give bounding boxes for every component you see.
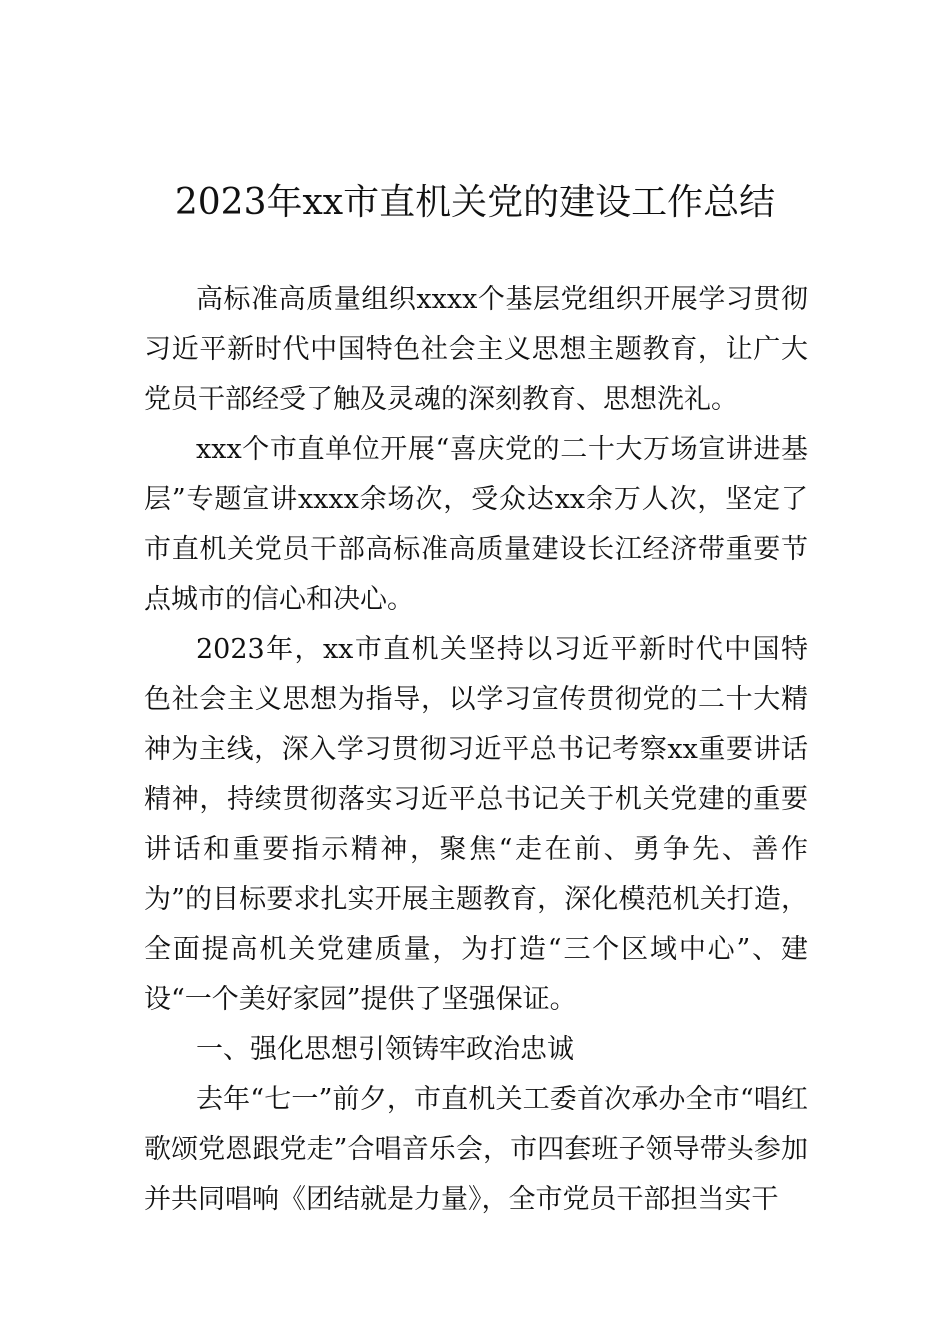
section-heading: 一、强化思想引领铸牢政治忠诚	[196, 1034, 574, 1065]
document-body	[144, 275, 808, 1225]
paragraph-3: 2023年，xx市直机关坚持以习近平新时代中国特色社会主义思想为指导，以学习宣传贯彻党的二十大精神为主线，深入学习贯彻习近平总书记考察xx重要讲话精神，持续贯彻落实习近平总书记关于机关党建的重要讲话和重要指示精神，聚焦“走在前、勇争先、善作为”的目标要求扎实开展主题教育，深化模范机关打造，全面提高机关党建质量，为打造“三个区域中心”、建设“一个美好家园”提供了坚强保证。	[144, 634, 808, 1015]
paragraph-1: 高标准高质量组织xxxx个基层党组织开展学习贯彻习近平新时代中国特色社会主义思想主题教育，让广大党员干部经受了触及灵魂的深刻教育、思想洗礼。	[144, 284, 808, 415]
document-title: 2023年xx市直机关党的建设工作总结	[174, 182, 776, 223]
section-paragraph: 去年“七一”前夕，市直机关工委首次承办全市“唱红歌颂党恩跟党走”合唱音乐会，市四套班子领导带头参加并共同唱响《团结就是力量》，全市党员干部担当实干	[144, 1084, 808, 1215]
paragraph-2: xxx个市直单位开展“喜庆党的二十大万场宣讲进基层”专题宣讲xxxx余场次，受众达xx余万人次，坚定了市直机关党员干部高标准高质量建设长江经济带重要节点城市的信心和决心。	[144, 434, 808, 615]
